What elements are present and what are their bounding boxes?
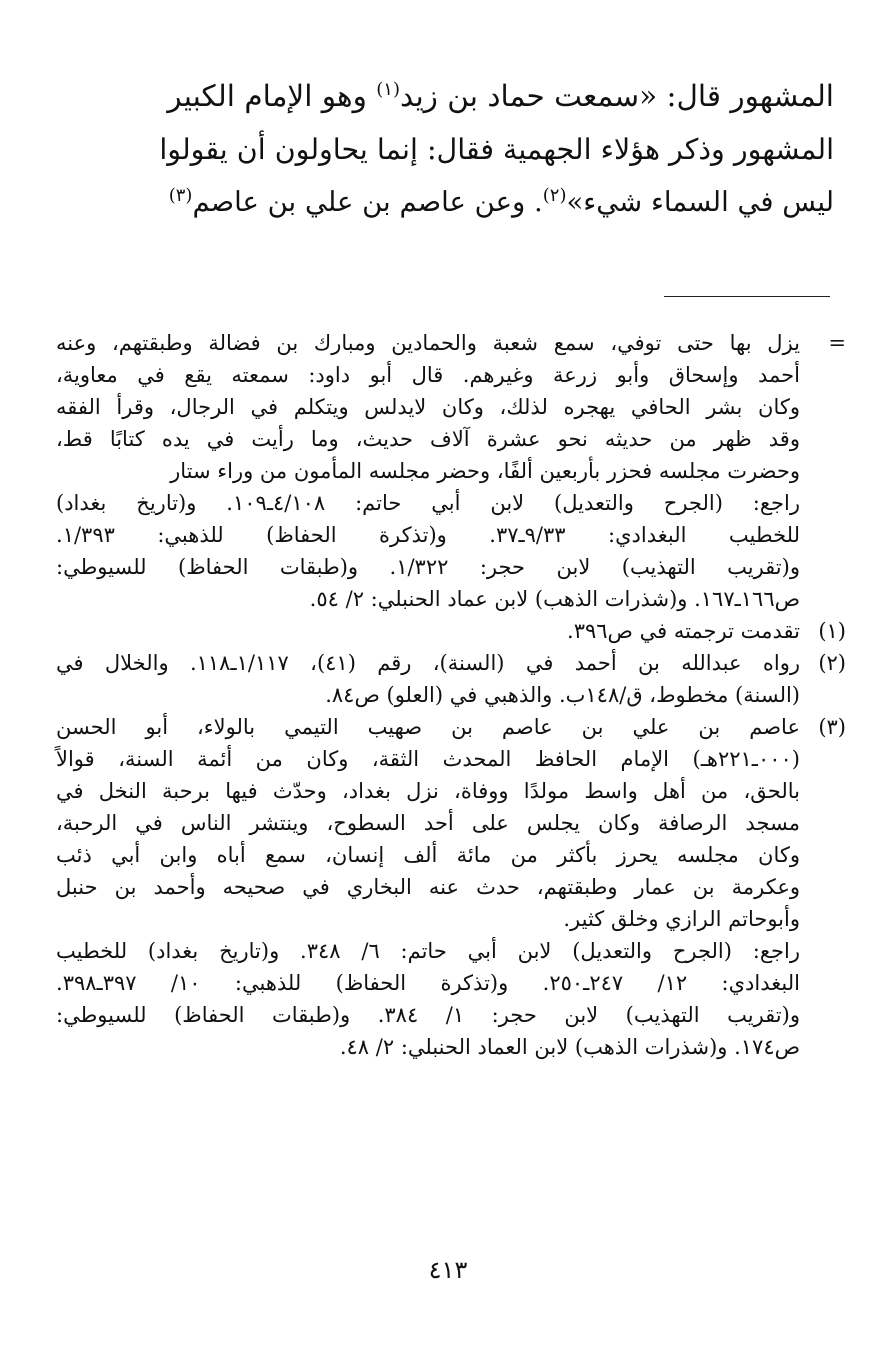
footnote-line: وحضرت مجلسه فحزر بأربعين ألفًا، وحضر مجلسه المأمون من وراء ستار (170, 459, 800, 483)
footnote-marker-1: (١) (818, 619, 846, 643)
footnote-marker-3: (٣) (818, 715, 846, 739)
footnote-line: وعكرمة بن عمار وطبقتهم، حدث عنه البخاري في صحيحه وأحمد بن حنبل (56, 875, 800, 899)
footnote-line: و(تقريب التهذيب) لابن حجر: ١/ ٣٨٤. و(طبقات الحفاظ) للسيوطي: (56, 1003, 800, 1027)
footnote-line: (السنة) مخطوط، ق/١٤٨ب. والذهبي في (العلو) ص٨٤. (325, 683, 800, 707)
footnote-line: أحمد وإسحاق وأبو زرعة وغيرهم. قال أبو داود: سمعته يقع في معاوية، (56, 363, 800, 387)
footnote-ref-1[interactable]: (١) (376, 79, 400, 101)
page-number: ٤١٣ (428, 1256, 468, 1284)
footnote-line: وكان مجلسه يحرز بأكثر من مائة ألف إنسان، سمع أباه وابن أبي ذئب (56, 843, 800, 867)
footnote-line: ص١٦٦ـ١٦٧. و(شذرات الذهب) لابن عماد الحنبلي: ٢/ ٥٤. (309, 587, 800, 611)
footnote-2 (56, 647, 846, 711)
footnote-line: بالحق، من أهل واسط مولدًا ووفاة، نزل بغداد، وحدّث فيها برحبة النخل في (56, 779, 800, 803)
footnote-body (56, 615, 800, 647)
footnote-line: عاصم بن علي بن عاصم بن صهيب التيمي بالولاء، أبو الحسن (56, 715, 800, 739)
footnote-line: وكان بشر الحافي يهجره لذلك، وكان لايدلس ويتكلم في الرجال، وقرأ الفقه (56, 395, 800, 419)
footnote-ref-3[interactable]: (٣) (168, 184, 193, 206)
footnote-line: تقدمت ترجمته في ص٣٩٦. (567, 619, 800, 643)
footnote-body (56, 327, 800, 615)
footnote-body (56, 711, 800, 1063)
footnote-line: ص١٧٤. و(شذرات الذهب) لابن العماد الحنبلي: ٢/ ٤٨. (339, 1035, 800, 1059)
footnote-line: يزل بها حتى توفي، سمع شعبة والحمادين ومبارك بن فضالة وطبقتهم، وعنه (56, 331, 800, 355)
footnote-continuation (56, 327, 846, 615)
footnote-separator (664, 296, 830, 297)
footnote-line: وقد ظهر من حديثه نحو عشرة آلاف حديث، وما رأيت في يده كتابًا قط، (56, 427, 800, 451)
footnote-line: (٠٠٠ـ٢٢١هـ) الإمام الحافظ المحدث الثقة، وكان من أئمة السنة، قوالاً (56, 747, 800, 771)
continuation-marker: = (828, 331, 846, 355)
main-line-1: المشهور قال: «سمعت حماد بن زيد$^{(١)}$ وهو الإمام الكبير (167, 79, 834, 113)
footnotes-section (56, 327, 846, 1063)
footnote-ref-2[interactable]: (٢) (542, 184, 567, 206)
main-text (159, 70, 834, 229)
footnote-body (56, 647, 800, 711)
footnote-1 (56, 615, 846, 647)
footnote-line: مسجد الرصافة وكان يجلس على أحد السطوح، وينتشر الناس في الرحبة، (56, 811, 800, 835)
footnote-line: البغدادي: ١٢/ ٢٤٧ـ٢٥٠. و(تذكرة الحفاظ) للذهبي: ١٠/ ٣٩٧ـ٣٩٨. (56, 971, 800, 995)
footnote-line: وأبوحاتم الرازي وخلق كثير. (563, 907, 800, 931)
main-line-2: المشهور وذكر هؤلاء الجهمية فقال: إنما يحاولون أن يقولوا (159, 133, 834, 166)
footnote-3 (56, 711, 846, 1063)
footnote-line: و(تقريب التهذيب) لابن حجر: ١/٣٢٢. و(طبقات الحفاظ) للسيوطي: (56, 555, 800, 579)
main-line-3: ليس في السماء شيء»$^{(٢)}$. وعن عاصم بن علي بن عاصم$^{(٣)}$ (168, 184, 834, 218)
footnote-line: رواه عبدالله بن أحمد في (السنة)، رقم (٤١)، ١/١١٧ـ١١٨. والخلال في (56, 651, 800, 675)
footnote-line: للخطيب البغدادي: ٩/٣٣ـ٣٧. و(تذكرة الحفاظ) للذهبي: ١/٣٩٣. (56, 523, 800, 547)
footnote-line: راجع: (الجرح والتعديل) لابن أبي حاتم: ٦/ ٣٤٨. و(تاريخ بغداد) للخطيب (56, 939, 800, 963)
footnote-marker-2: (٢) (818, 651, 846, 675)
footnote-line: راجع: (الجرح والتعديل) لابن أبي حاتم: ٤/١٠٨ـ١٠٩. و(تاريخ بغداد) (56, 491, 800, 515)
